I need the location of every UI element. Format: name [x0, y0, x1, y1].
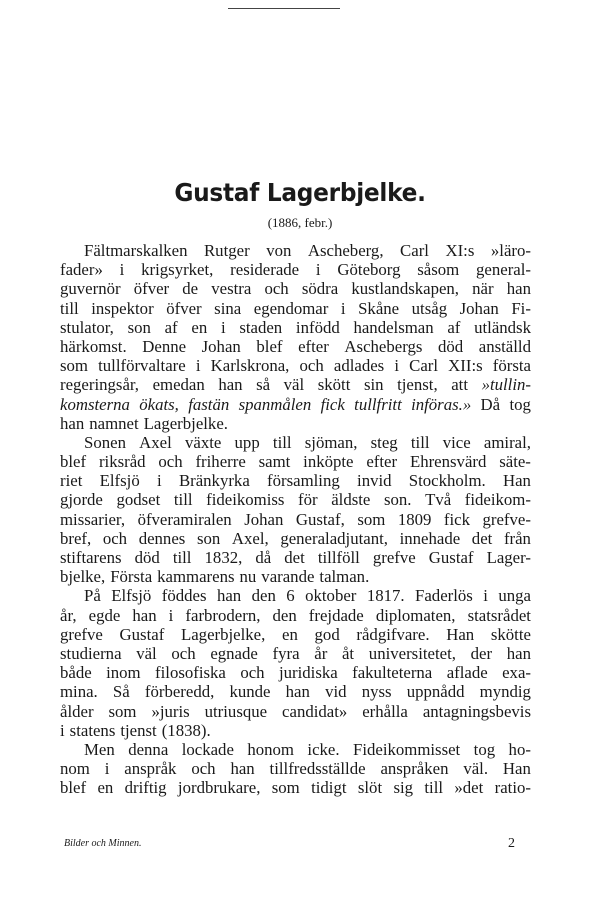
word: inköpte — [303, 452, 354, 472]
word: sjöman, — [304, 432, 358, 452]
word: Fältmarskalken — [84, 241, 188, 260]
word: handelsman — [353, 317, 434, 337]
word: rådgifvare. — [356, 624, 430, 644]
word: myndig — [479, 682, 531, 702]
word: uppnådd — [406, 682, 465, 702]
word: Skåne — [358, 298, 400, 318]
word: öfver — [133, 279, 170, 299]
word: »tullin- — [481, 375, 531, 395]
word: (1838). — [161, 720, 211, 740]
word: »det — [454, 778, 484, 798]
word: adlades — [333, 356, 385, 376]
word: honom — [247, 739, 294, 759]
word: nyss — [361, 682, 392, 702]
word: skötte — [490, 624, 531, 644]
word: Första — [110, 567, 153, 587]
text-line — [60, 279, 531, 298]
word: XI:s — [445, 241, 475, 260]
word: han — [132, 605, 157, 625]
word: fideikom- — [464, 490, 531, 510]
word: till — [410, 432, 430, 452]
word: Karlskrona, — [210, 356, 290, 376]
text-line — [60, 318, 531, 337]
text-line — [60, 759, 531, 778]
word: tjenst, — [397, 375, 438, 395]
word: oktober — [305, 586, 357, 606]
text-line — [60, 260, 531, 279]
text-line — [60, 663, 531, 682]
word: i — [394, 356, 399, 376]
word: i — [483, 586, 488, 606]
word: säte- — [499, 452, 531, 472]
text-line — [60, 490, 531, 509]
text-line — [60, 778, 531, 797]
word: södra — [301, 279, 339, 299]
word: Lagerbjelke, — [180, 624, 266, 644]
word: bjelke, — [60, 567, 106, 587]
top-rule — [228, 8, 340, 9]
word: Två — [425, 490, 452, 510]
word: anspråken — [380, 759, 449, 779]
word: den — [251, 586, 276, 606]
text-line — [60, 395, 531, 414]
word: tillfredsställde — [269, 759, 366, 779]
word: god — [314, 624, 340, 644]
word: blef — [60, 452, 87, 472]
word: tjenst — [120, 720, 157, 740]
word: till — [272, 432, 292, 452]
word: till — [172, 548, 192, 567]
word: nu — [239, 567, 257, 587]
word: väl. — [463, 759, 489, 779]
word: missarier, — [60, 509, 126, 529]
word: ho- — [508, 739, 531, 759]
word: son — [196, 528, 221, 548]
word: utländsk — [474, 317, 531, 337]
word: anställd — [478, 336, 531, 356]
word: ålder — [60, 701, 94, 721]
word: härkomst. — [60, 336, 127, 356]
word: Fi- — [511, 298, 531, 318]
word: död — [438, 336, 464, 356]
word: 6 — [286, 586, 295, 606]
word: Så — [112, 682, 130, 702]
word: utriusque — [204, 701, 268, 721]
word: väl — [283, 375, 305, 395]
text-line — [60, 356, 531, 375]
word: växte — [184, 432, 222, 452]
word: kunde — [229, 682, 271, 702]
word: Han — [502, 471, 531, 491]
text-line — [60, 529, 531, 548]
word: grefve — [60, 624, 103, 644]
word: såsom — [417, 260, 460, 280]
word: vestra — [211, 279, 252, 299]
word: blef — [60, 778, 87, 798]
word: Göteborg — [337, 260, 401, 280]
word: egde — [88, 605, 121, 625]
word: Johan — [244, 509, 284, 529]
word: erhålla — [362, 701, 408, 721]
text-line — [60, 337, 531, 356]
word: han — [285, 682, 310, 702]
word: anspråk — [124, 759, 177, 779]
word: Carl — [400, 241, 429, 260]
word: 1817. — [366, 586, 405, 606]
text-line — [60, 740, 531, 759]
text-line — [60, 414, 531, 433]
word: i — [168, 605, 174, 625]
word: vid — [325, 682, 347, 702]
word: Johan — [459, 298, 499, 318]
word: han — [230, 759, 255, 779]
word: Stockholm. — [408, 471, 486, 491]
text-line — [60, 606, 531, 625]
word: staden — [239, 317, 283, 337]
word: i — [195, 356, 201, 376]
word: spanmålen — [238, 394, 312, 414]
word: det — [471, 528, 493, 548]
word: »läro- — [490, 241, 531, 260]
word: öfveramiralen — [137, 509, 232, 529]
word: tidigt — [311, 778, 347, 798]
word: von — [266, 241, 292, 260]
word: inspektor — [91, 298, 154, 318]
word: i — [104, 759, 110, 779]
word: Ascheberg, — [307, 241, 384, 260]
text-line — [60, 702, 531, 721]
word: XII:s — [448, 356, 483, 376]
word: i — [157, 471, 162, 491]
word: ratio- — [494, 778, 531, 798]
word: Sonen — [84, 432, 126, 452]
word: riksråd — [98, 452, 146, 472]
word: namnet — [89, 413, 139, 433]
word: skött — [317, 375, 351, 395]
word: 1809 — [397, 509, 432, 529]
word: och — [264, 279, 289, 299]
word: diplomaten, — [375, 605, 456, 625]
word: jordbrukare, — [177, 778, 261, 798]
word: Elfsjö — [111, 586, 152, 606]
word: i — [60, 720, 65, 740]
word: unga — [498, 586, 531, 606]
word: och — [171, 643, 196, 663]
word: efter — [366, 452, 398, 472]
word: då — [255, 548, 272, 567]
word: och — [158, 452, 183, 472]
word: varande — [261, 567, 315, 587]
word: general- — [476, 260, 531, 280]
text-line — [60, 586, 531, 605]
word: och — [240, 663, 265, 683]
word: till — [424, 778, 444, 798]
word: grefve — [372, 548, 416, 567]
word: infödd — [295, 317, 340, 337]
word: upp — [234, 432, 260, 452]
chapter-date: (1886, febr.) — [267, 215, 333, 230]
word: Då — [480, 394, 501, 414]
word: regeringsår, — [60, 375, 139, 395]
word: frejdade — [308, 605, 364, 625]
text-line — [60, 299, 531, 318]
word: gjorde — [60, 490, 103, 510]
word: död — [134, 548, 160, 567]
word: att — [451, 375, 468, 395]
word: han — [60, 413, 85, 433]
word: fideikomiss — [206, 490, 285, 510]
text-line — [60, 644, 531, 663]
word: så — [256, 375, 271, 395]
word: i — [220, 317, 226, 337]
word: fyra — [272, 643, 300, 663]
word: friherre — [195, 452, 246, 472]
word: i — [119, 260, 125, 280]
word: riet — [60, 471, 83, 491]
word: der — [470, 643, 493, 663]
word: till — [173, 490, 193, 510]
word: som — [357, 509, 386, 529]
word: juridiska — [278, 663, 338, 683]
text-line — [60, 433, 531, 452]
word: exa- — [502, 663, 531, 683]
word: äldste — [331, 490, 371, 510]
word: Fideikommisset — [353, 739, 461, 759]
word: Lager- — [486, 548, 531, 567]
word: candidat» — [282, 701, 348, 721]
word: från — [503, 528, 531, 548]
word: generaladjutant, — [280, 528, 388, 548]
word: farbrodern, — [185, 605, 261, 625]
word: han — [506, 643, 531, 663]
word: filosofiska — [155, 663, 226, 683]
text-line — [60, 567, 531, 586]
text-line — [60, 452, 531, 471]
word: som — [60, 356, 88, 376]
word: driftig — [124, 778, 167, 798]
word: sin — [363, 375, 384, 395]
signature-mark: Bilder och Minnen. — [64, 838, 142, 849]
word: godset — [116, 490, 161, 510]
text-line — [60, 375, 531, 394]
word: föddes — [161, 586, 207, 606]
word: väl — [136, 643, 157, 663]
text-line — [60, 682, 531, 701]
word: Axel — [139, 432, 172, 452]
word: åt — [341, 643, 355, 663]
word: Gustaf, — [295, 509, 345, 529]
word: 1832, — [204, 548, 243, 567]
word: Johan — [201, 336, 241, 356]
word: På — [84, 586, 101, 606]
word: stulator, — [60, 317, 114, 337]
word: och — [102, 528, 128, 548]
word: för — [298, 490, 318, 510]
word: dennes — [138, 528, 186, 548]
word: nom — [60, 759, 90, 779]
word: Lagerbjelke. — [143, 413, 228, 433]
text-line — [60, 510, 531, 529]
word: tillföll — [317, 548, 360, 567]
word: son — [127, 317, 151, 337]
word: grefve- — [482, 509, 531, 529]
word: denna — [128, 739, 169, 759]
word: stiftarens — [60, 548, 122, 567]
word: lockade — [181, 739, 234, 759]
word: första — [492, 356, 531, 376]
word: aflade — [446, 663, 488, 683]
word: fader» — [60, 260, 103, 280]
word: Denne — [142, 336, 187, 356]
word: ökats, — [139, 394, 179, 414]
word: slöt — [357, 778, 383, 798]
word: efter — [298, 336, 329, 356]
word: Elfsjö — [99, 471, 140, 491]
word: Aschebergs — [344, 336, 423, 356]
word: till — [60, 298, 79, 318]
chapter-title: Gustaf Lagerbjelke. — [174, 178, 426, 207]
word: innehade — [399, 528, 461, 548]
word: »juris — [151, 701, 190, 721]
word: sina — [214, 298, 242, 318]
word: Axel, — [231, 528, 269, 548]
word: blef — [256, 336, 283, 356]
word: Carl — [409, 356, 439, 376]
word: fick — [443, 509, 470, 529]
word: fastän — [188, 394, 230, 414]
text-line — [60, 241, 531, 260]
word: residerade — [230, 260, 300, 280]
word: icke. — [307, 739, 340, 759]
word: tog — [473, 739, 496, 759]
text-line — [60, 625, 531, 644]
word: talman. — [319, 567, 370, 587]
word: en — [282, 624, 298, 644]
word: af — [447, 317, 461, 337]
word: Faderlös — [415, 586, 473, 606]
word: inom — [106, 663, 141, 683]
word: han — [506, 279, 531, 299]
word: kustlandskapen, — [351, 279, 460, 299]
word: Gustaf — [428, 548, 474, 567]
word: antagningsbevis — [422, 701, 531, 721]
word: emedan — [152, 375, 205, 395]
word: tullfritt — [354, 394, 402, 414]
word: universitetet, — [368, 643, 456, 663]
word: år, — [60, 605, 77, 625]
word: som — [108, 701, 137, 721]
word: den — [272, 605, 297, 625]
word: i — [315, 260, 321, 280]
word: och — [299, 356, 324, 376]
word: fakulteterna — [352, 663, 433, 683]
word: bref, — [60, 528, 92, 548]
word: en — [191, 317, 208, 337]
word: samt — [258, 452, 291, 472]
word: guvernör — [60, 279, 121, 299]
word: både — [60, 663, 92, 683]
word: Bränkyrka — [178, 471, 250, 491]
word: Rutger — [203, 241, 250, 260]
word: amiral, — [483, 432, 531, 452]
word: statens — [69, 720, 116, 740]
word: egnade — [210, 643, 258, 663]
word: Men — [84, 739, 115, 759]
word: en — [97, 778, 114, 798]
word: tog — [509, 394, 531, 414]
word: de — [182, 279, 199, 299]
text-line — [60, 721, 531, 740]
word: sig — [393, 778, 414, 798]
word: mina. — [60, 682, 98, 702]
word: studierna — [60, 643, 122, 663]
page-number: 2 — [508, 836, 515, 851]
word: när — [472, 279, 494, 299]
word: fick — [320, 394, 345, 414]
word: och — [191, 759, 216, 779]
word: införas.» — [411, 394, 472, 414]
word: egendomar — [253, 298, 329, 318]
word: i — [340, 298, 346, 318]
word: af — [164, 317, 178, 337]
word: Han — [446, 624, 475, 644]
word: öfver — [166, 298, 202, 318]
word: som — [271, 778, 300, 798]
page-footer — [60, 838, 515, 850]
body-text — [60, 241, 531, 797]
word: tullförvaltare — [98, 356, 186, 376]
word: invid — [357, 471, 392, 491]
word: utsåg — [411, 298, 448, 318]
word: son. — [383, 490, 412, 510]
word: steg — [370, 432, 398, 452]
word: han — [218, 375, 243, 395]
word: komsterna — [60, 394, 130, 414]
word: statsrådet — [467, 605, 531, 625]
word: kammarens — [157, 567, 235, 587]
word: år — [314, 643, 328, 663]
word: församling — [267, 471, 340, 491]
word: han — [216, 586, 242, 606]
word: krigsyrket, — [141, 260, 214, 280]
text-line — [60, 548, 531, 567]
word: Han — [502, 759, 531, 779]
word: det — [284, 548, 305, 567]
word: förberedd, — [144, 682, 215, 702]
word: vice — [442, 432, 471, 452]
word: Gustaf — [119, 624, 165, 644]
text-line — [60, 471, 531, 490]
word: Ehrensvärd — [409, 452, 487, 472]
